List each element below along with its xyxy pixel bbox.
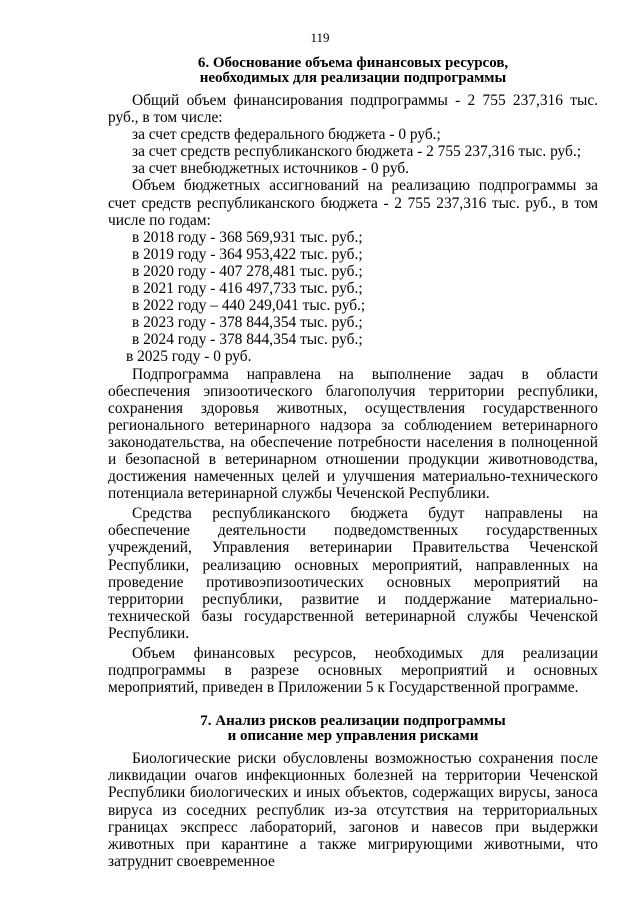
page-content	[108, 56, 598, 870]
section-6-paragraph-5: Объем финансовых ресурсов, необходимых для реализации подпрограммы в разрезе основных мероприятий и основных мероприятий, приведен в Приложении 5 к Государственной программе.	[108, 645, 598, 697]
section-6-paragraph-3: Подпрограмма направлена на выполнение задач в области обеспечения эпизоотического благополучия территории республики, сохранения здоровья животных, осуществления государственного регионального ветеринарного надзора за соблюдением ветеринарного законодательства, на обеспечение потребности населения в полноценной и безопасной в ветеринарном отношении продукции животноводства, достижения намеченных целей и улучшения материально-технического потенциала ветеринарной службы Чеченской Республики.	[108, 365, 598, 503]
year-funding-item: в 2020 году - 407 278,481 тыс. руб.;	[132, 262, 363, 280]
section-7-title-line-1: 7. Анализ рисков реализации подпрограммы	[200, 713, 506, 730]
page-number: 119	[310, 30, 330, 45]
section-6-paragraph-2: Объем бюджетных ассигнований на реализацию подпрограммы за счет средств республиканского бюджета - 2 755 237,316 тыс. руб., в том числе по годам:	[108, 177, 598, 229]
section-7-title-line-2: и описание мер управления рисками	[227, 728, 479, 745]
year-funding-item: в 2025 году - 0 руб.	[126, 348, 252, 366]
funding-source-item: за счет средств федерального бюджета - 0 руб.;	[132, 126, 441, 144]
section-6-heading	[108, 56, 598, 86]
section-6-title-line-1: 6. Обоснование объема финансовых ресурсов,	[197, 55, 509, 71]
year-funding-item: в 2024 году - 378 844,354 тыс. руб.;	[132, 331, 363, 349]
funding-source-item: за счет средств республиканского бюджета - 2 755 237,316 тыс. руб.;	[132, 143, 582, 161]
section-6-title-line-2: необходимых для реализации подпрограммы	[199, 70, 507, 86]
year-funding-item: в 2018 году - 368 569,931 тыс. руб.;	[132, 228, 363, 246]
year-funding-item: в 2019 году - 364 953,422 тыс. руб.;	[132, 245, 363, 263]
section-6-paragraph-1: Общий объем финансирования подпрограммы - 2 755 237,316 тыс. руб., в том числе:	[108, 92, 598, 127]
year-funding-item: в 2023 году - 378 844,354 тыс. руб.;	[132, 314, 363, 332]
funding-source-item: за счет внебюджетных источников - 0 руб.	[132, 160, 410, 178]
section-7-paragraph-1: Биологические риски обусловлены возможностью сохранения после ликвидации очагов инфекционных болезней на территории Чеченской Республики биологических и иных объектов, содержащих вирусы, заноса вируса из соседних республик из-за отсутствия на территориальных границах экспресс лабораторий, загонов и навесов при выдержки животных при карантине а также мигрирующими животными, что затруднит своевременное	[108, 750, 598, 870]
section-7-heading	[108, 714, 598, 744]
section-6-paragraph-4: Средства республиканского бюджета будут направлены на обеспечение деятельности подведомственных государственных учреждений, Управления ветеринарии Правительства Чеченской Республики, реализацию основных мероприятий, направленных на проведение противоэпизоотических основных мероприятий на территории республики, развитие и поддержание материально-технической базы государственной ветеринарной службы Чеченской Республики.	[108, 505, 598, 642]
year-funding-item: в 2022 году – 440 249,041 тыс. руб.;	[132, 297, 366, 315]
year-funding-item: в 2021 году - 416 497,733 тыс. руб.;	[132, 280, 363, 298]
